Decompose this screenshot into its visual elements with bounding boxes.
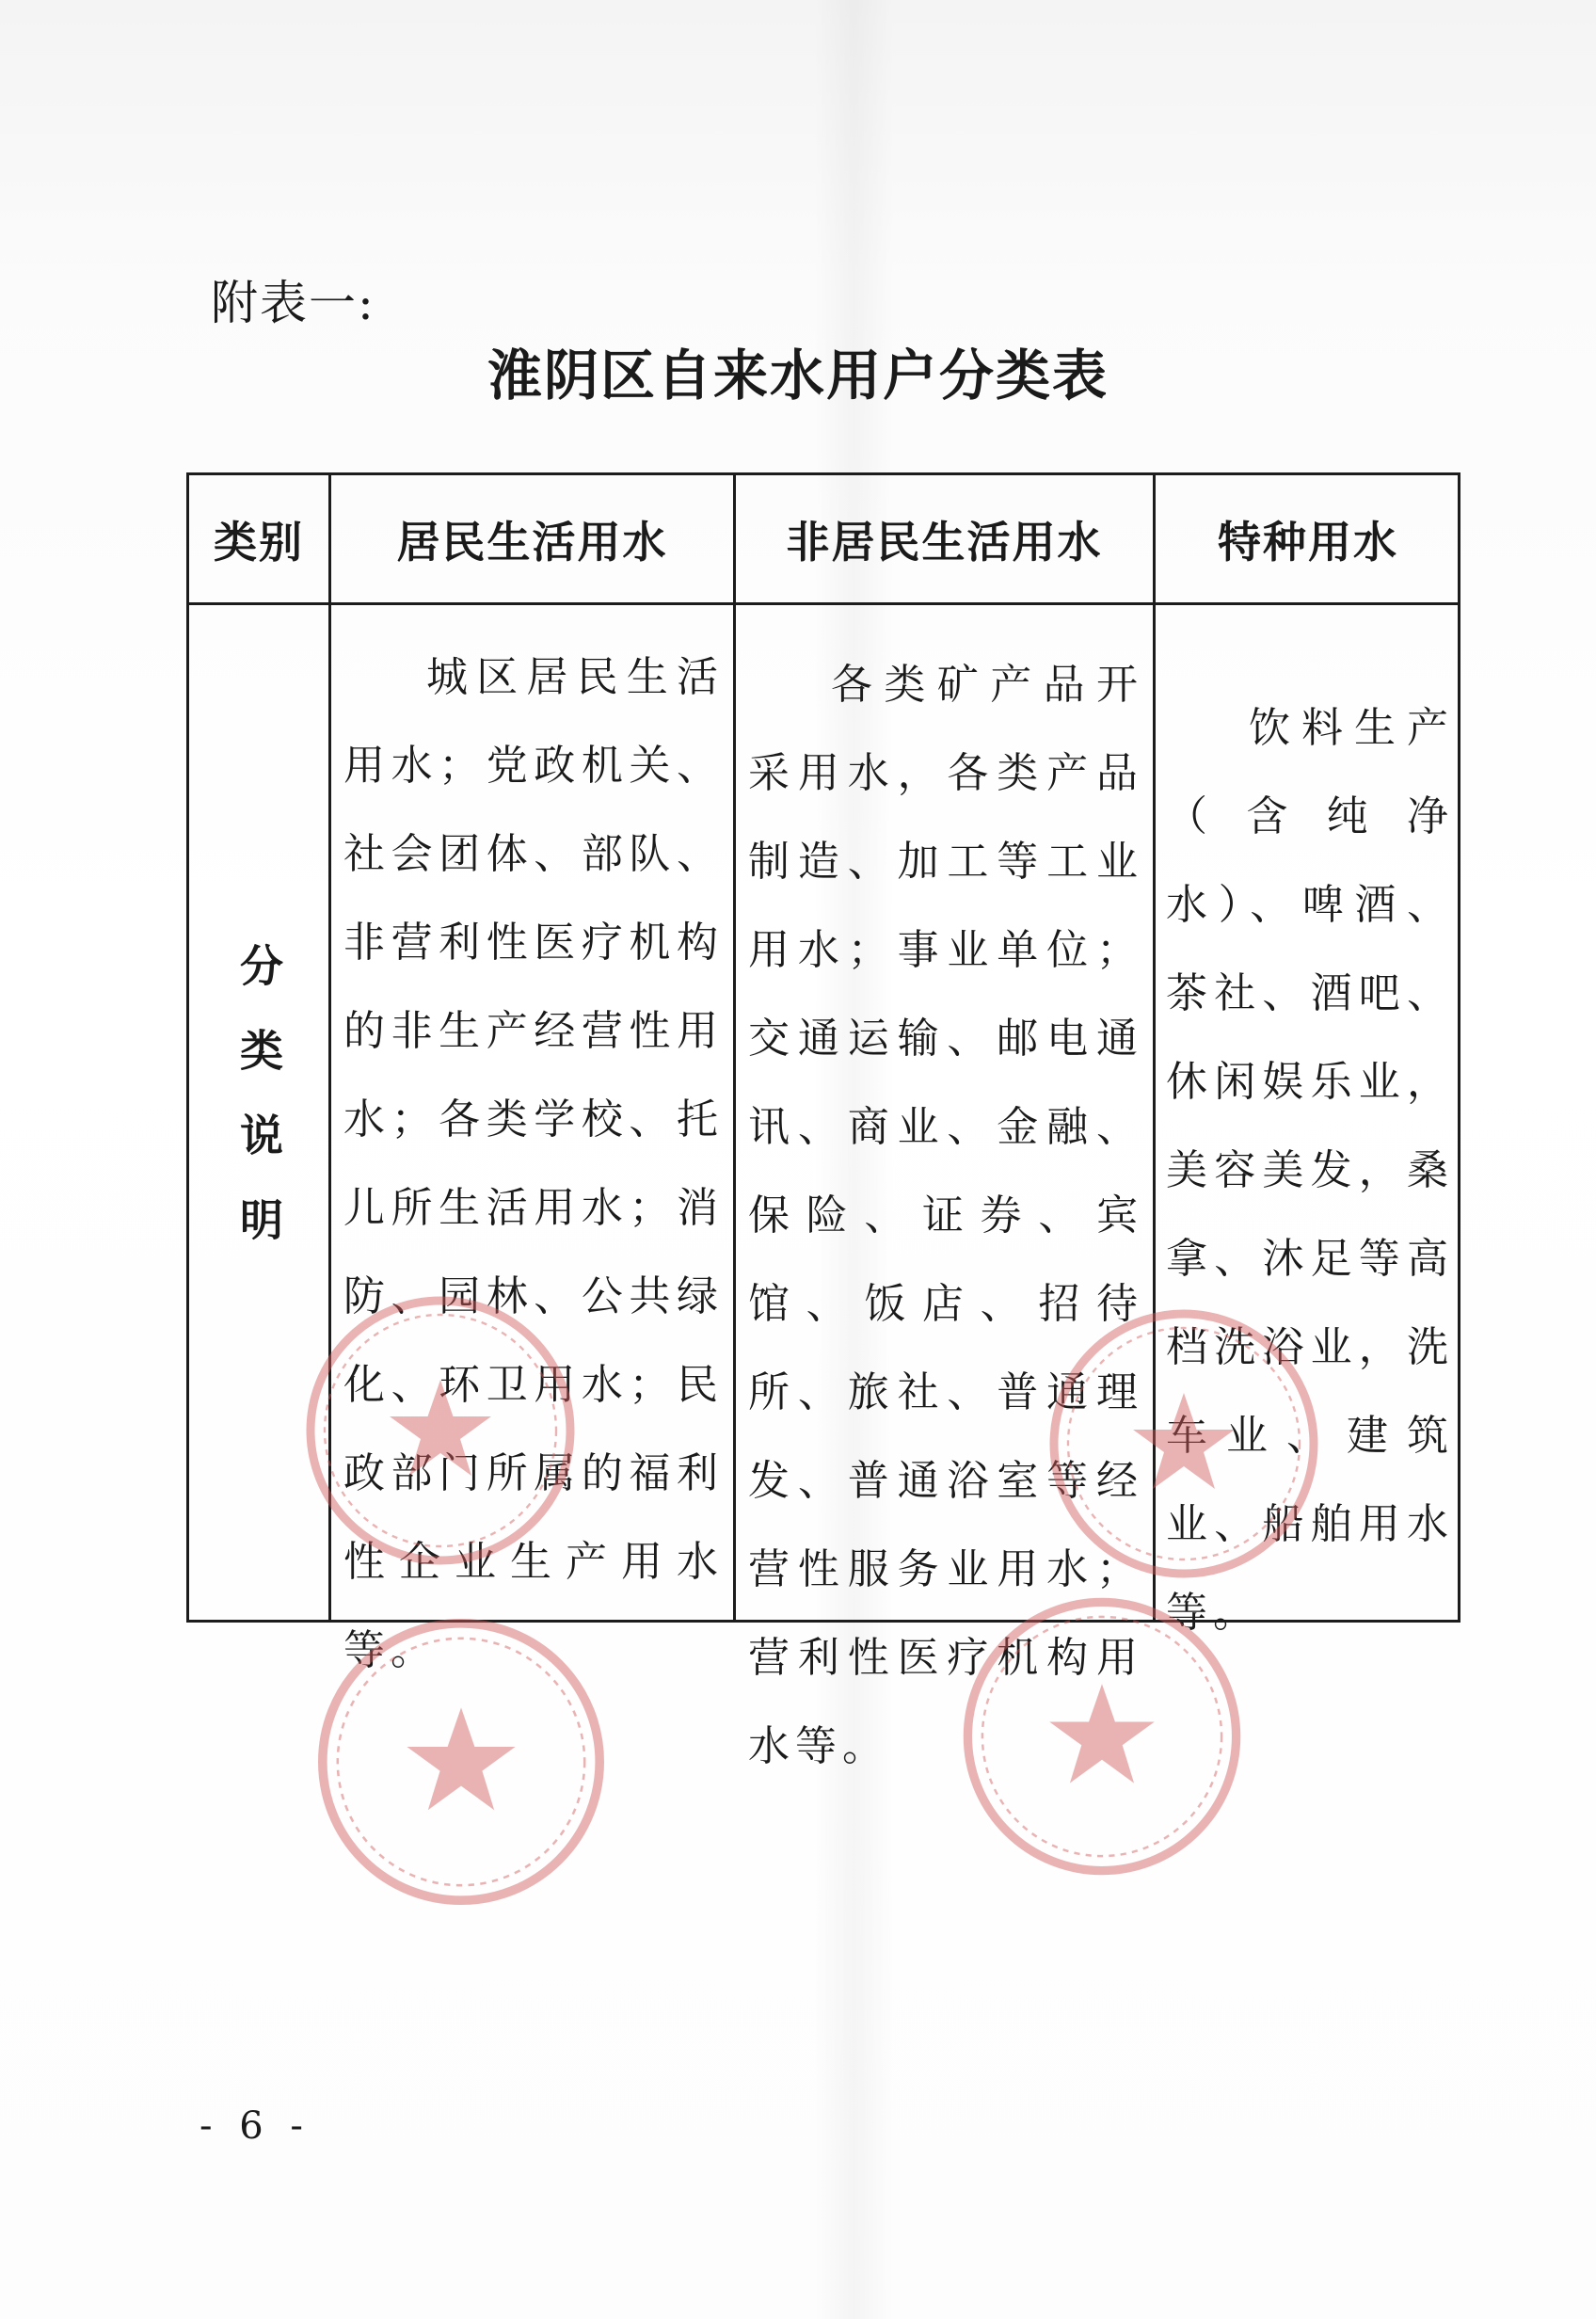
page-number: - 6 -: [200, 2104, 311, 2148]
row-label-cell: [189, 605, 328, 1620]
header-category: 类别: [214, 516, 304, 568]
header-special-water: 特种用水: [1218, 516, 1398, 568]
annex-label: 附表一:: [211, 276, 375, 330]
classification-table: [186, 472, 1460, 1770]
header-non-residential-water: 非居民生活用水: [786, 516, 1103, 568]
table-divider: [189, 602, 1458, 605]
table-divider: [328, 475, 331, 1620]
document-title: 淮阴区自来水用户分类表: [487, 344, 1109, 408]
cell-residential-description: 城区居民生活用水；党政机关、社会团体、部队、非营利性医疗机构的非生产经营性用水；各类学校、托儿所生活用水；消防、园林、公共绿化、环卫用水；民政部门所属的福利性企业生产用水等。: [343, 653, 724, 1674]
table-divider: [733, 475, 736, 1620]
row-label-classification-notes: 分类说明: [233, 943, 284, 1282]
table-divider: [1153, 475, 1156, 1620]
cell-non-residential-description: 各类矿产品开采用水，各类产品制造、加工等工业用水；事业单位；交通运输、邮电通讯、商业、金融、保险、证券、宾馆、饭店、招待所、旅社、普通理发、普通浴室等经营性服务业用水；营利性医疗机构用水等。: [748, 661, 1143, 1770]
cell-special-description: 饮料生产（含纯净水）、啤酒、茶社、酒吧、休闲娱乐业，美容美发，桑拿、沐足等高档洗浴业，洗车业、建筑业、船舶用水等。: [1166, 704, 1454, 1637]
header-residential-water: 居民生活用水: [396, 516, 668, 568]
